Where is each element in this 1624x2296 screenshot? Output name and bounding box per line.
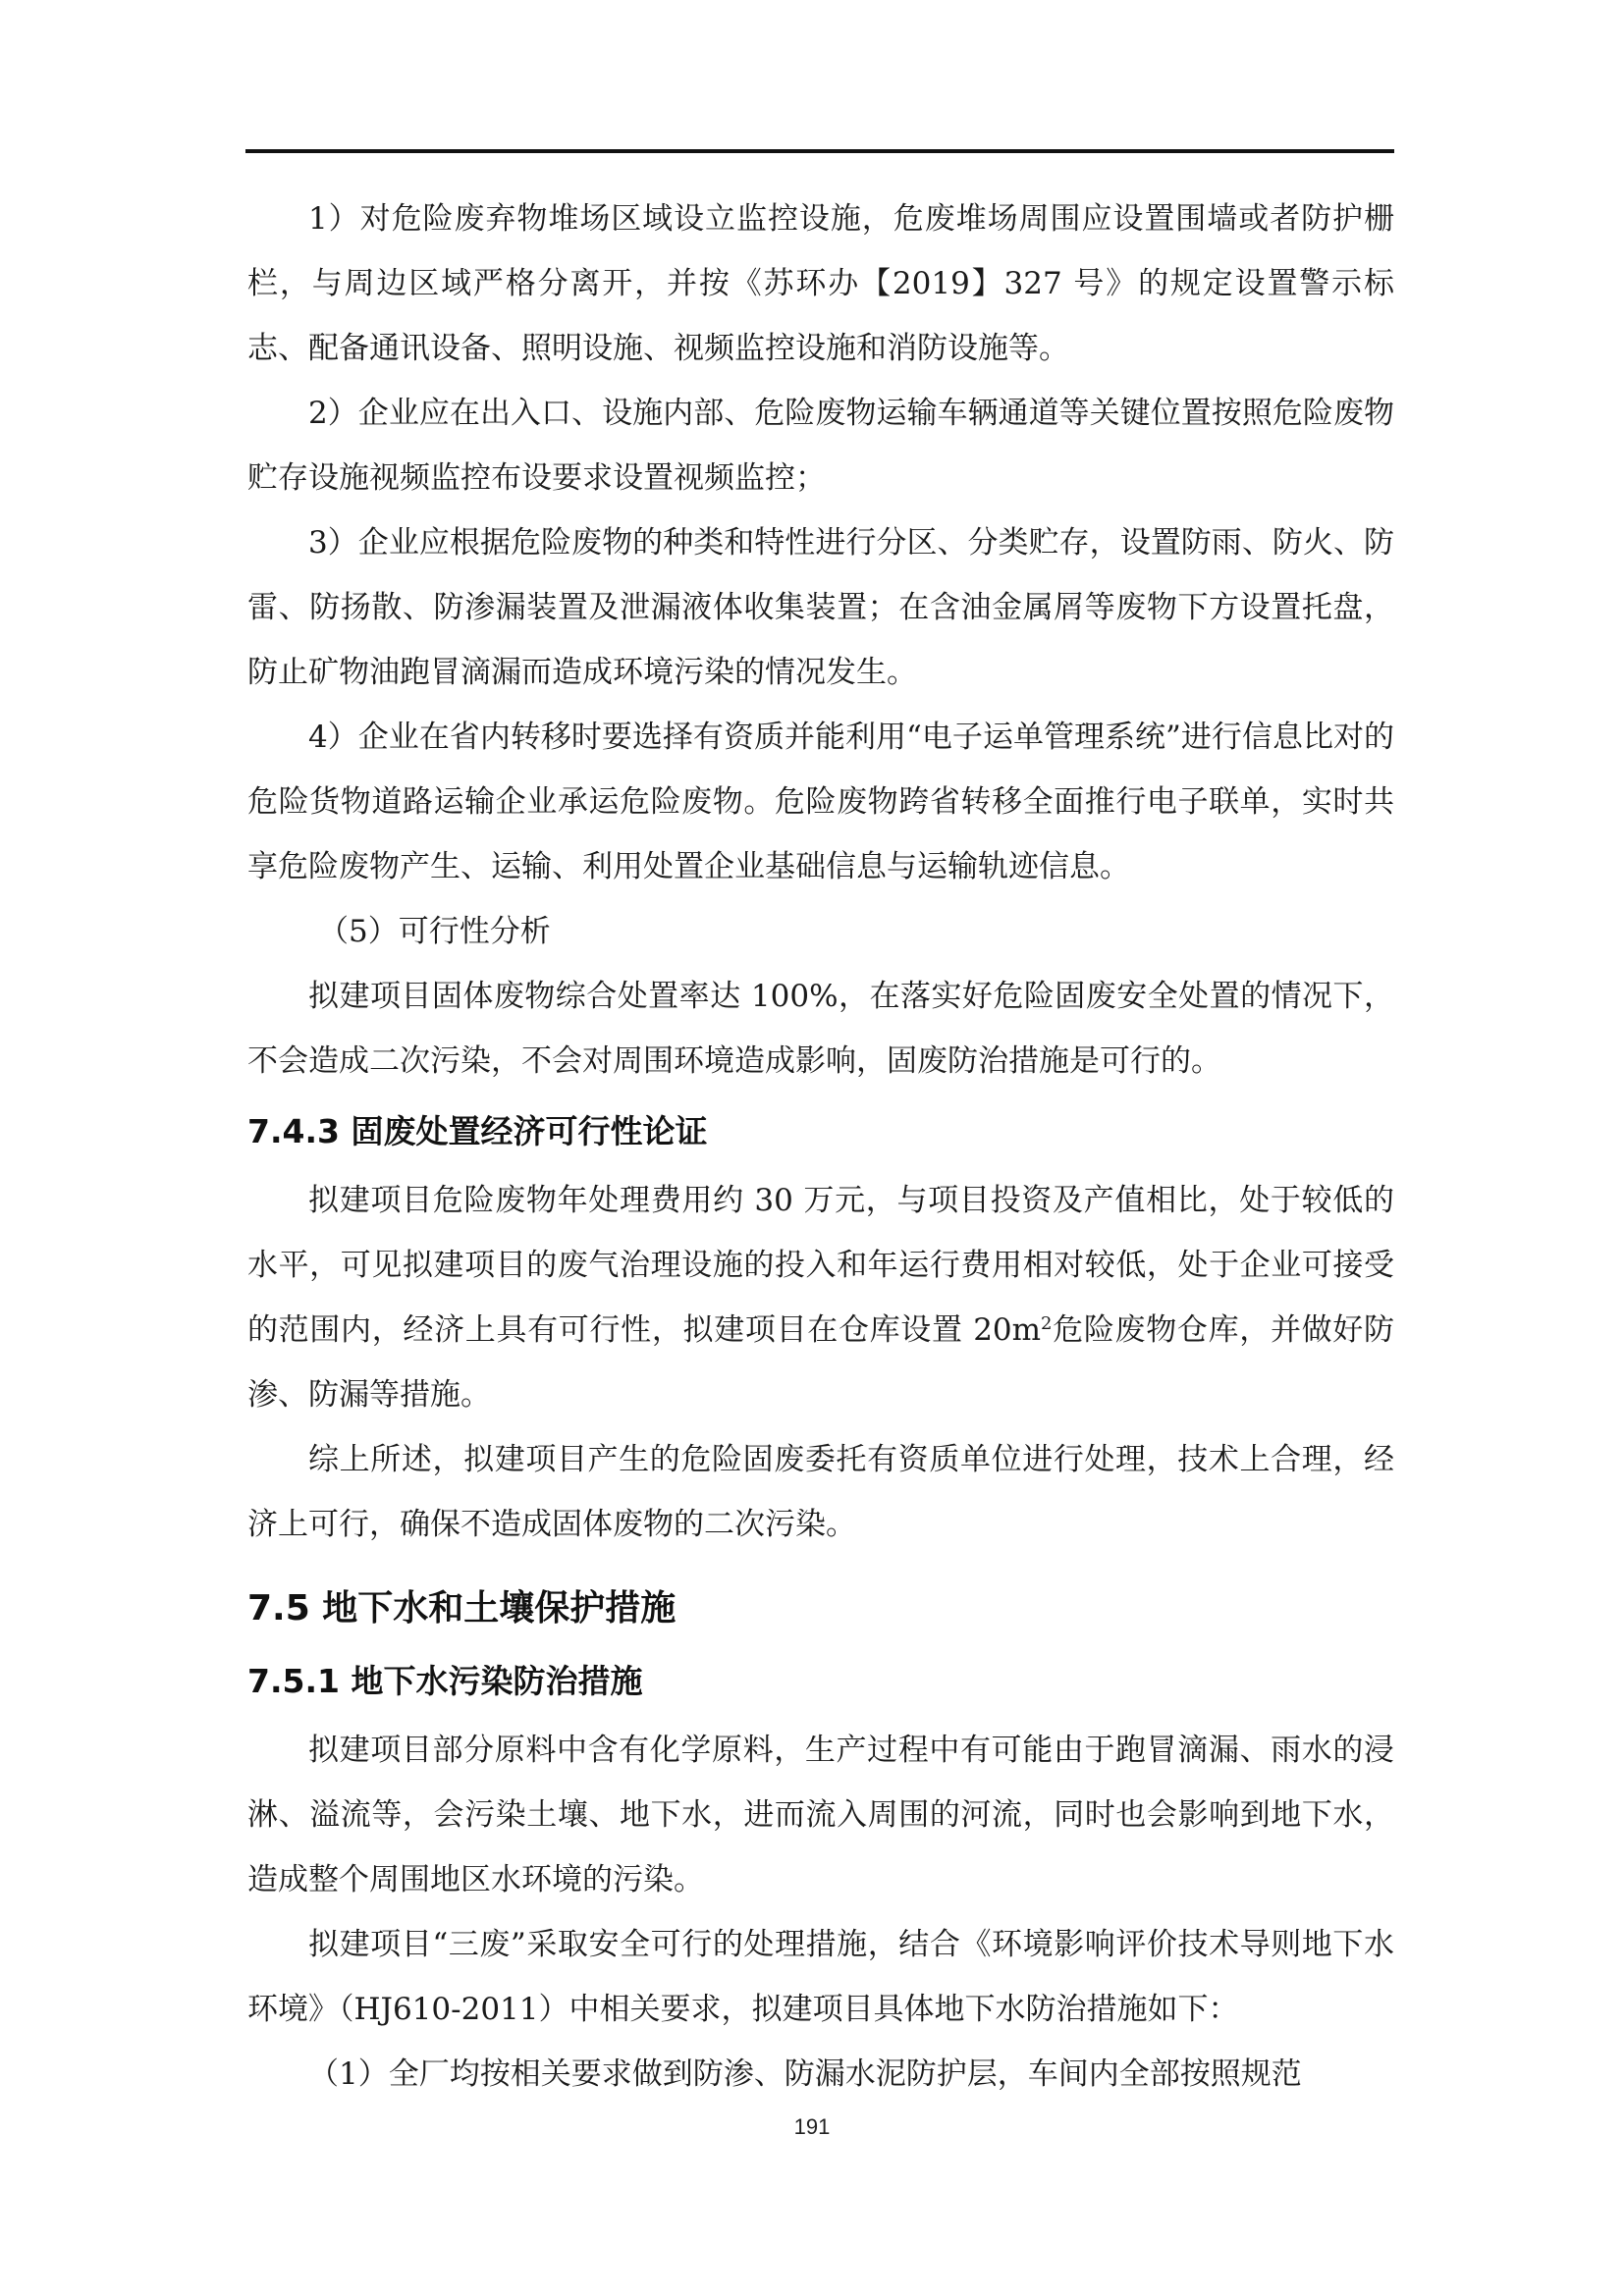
subsection-feasibility-analysis: （5）可行性分析 — [318, 914, 551, 949]
superscript-two: 2 — [1041, 1313, 1053, 1334]
heading-7-5: 7.5 地下水和土壤保护措施 — [247, 1588, 677, 1629]
paragraph-groundwater-risk: 拟建项目部分原料中含有化学原料，生产过程中有可能由于跑冒滴漏、雨水的浸淋、溢流等，会污染土壤、地下水，进而流入周围的河流，同时也会影响到地下水，造成整个周围地区水环境的污染。 — [247, 1733, 1394, 1897]
paragraph-video-monitoring: 2）企业应在出入口、设施内部、危险废物运输车辆通道等关键位置按照危险废物贮存设施视频监控布设要求设置视频监控； — [247, 396, 1394, 496]
document-body — [247, 187, 1394, 2107]
paragraph-storage-zoning: 3）企业应根据危险废物的种类和特性进行分区、分类贮存，设置防雨、防火、防雷、防扬散、防渗漏装置及泄漏液体收集装置；在含油金属屑等废物下方设置托盘，防止矿物油跑冒滴漏而造成环境污染的情况发生。 — [247, 525, 1394, 690]
heading-7-4-3: 7.4.3 固废处置经济可行性论证 — [247, 1112, 708, 1150]
header-rule — [245, 149, 1394, 153]
paragraph-economic-cost — [247, 1168, 1394, 1427]
economic-text-a: 拟建项目危险废物年处理费用约 30 万元，与项目投资及产值相比，处于较低的水平，可见拟建项目的废气治理设施的投入和年运行费用相对较低，处于企业可接受的范围内，经济上具有可行性，拟建项目在仓库设置 20m — [247, 1183, 1394, 1348]
economic-text-b: 危险废物仓库，并做好防渗、防漏等措施。 — [247, 1312, 1394, 1413]
paragraph-measure-1: （1）全厂均按相关要求做到防渗、防漏水泥防护层，车间内全部按照规范 — [308, 2056, 1302, 2092]
page-number: 191 — [793, 2114, 831, 2139]
paragraph-feasibility: 拟建项目固体废物综合处置率达 100%，在落实好危险固废安全处置的情况下，不会造成二次污染，不会对周围环境造成影响，固废防治措施是可行的。 — [247, 979, 1394, 1079]
heading-7-5-1: 7.5.1 地下水污染防治措施 — [247, 1662, 643, 1700]
paragraph-summary: 综上所述，拟建项目产生的危险固废委托有资质单位进行处理，技术上合理，经济上可行，确保不造成固体废物的二次污染。 — [247, 1442, 1394, 1542]
paragraph-groundwater-measures: 拟建项目“三废”采取安全可行的处理措施，结合《环境影响评价技术导则地下水环境》（HJ610-2011）中相关要求，拟建项目具体地下水防治措施如下： — [247, 1927, 1394, 2027]
paragraph-monitoring-facilities: 1）对危险废弃物堆场区域设立监控设施，危废堆场周围应设置围墙或者防护栅栏，与周边区域严格分离开，并按《苏环办【2019】327 号》的规定设置警示标志、配备通讯设备、照明设施、视频监控设施和消防设施等。 — [247, 201, 1394, 366]
paragraph-transfer: 4）企业在省内转移时要选择有资质并能利用“电子运单管理系统”进行信息比对的危险货物道路运输企业承运危险废物。危险废物跨省转移全面推行电子联单，实时共享危险废物产生、运输、利用处置企业基础信息与运输轨迹信息。 — [247, 720, 1394, 884]
